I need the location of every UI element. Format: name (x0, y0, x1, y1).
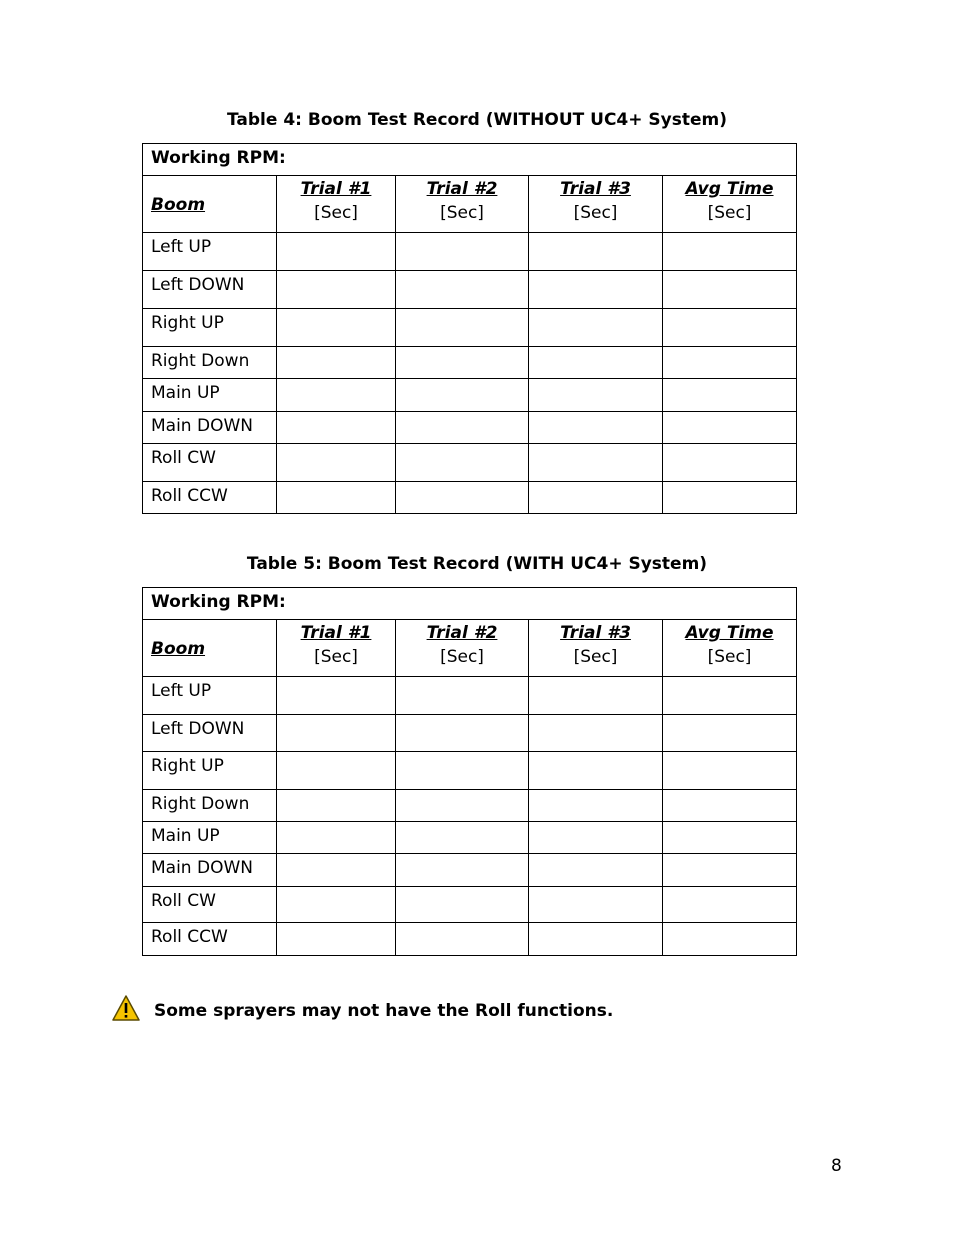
trial-3-cell (529, 854, 663, 887)
trial-2-cell (396, 715, 529, 752)
row-label: Roll CW (143, 887, 277, 923)
avg-time-cell (663, 444, 797, 482)
trial-3-cell (529, 412, 663, 444)
avg-time-cell (663, 715, 797, 752)
working-rpm-label: Working RPM: (143, 144, 797, 176)
trial-3-cell (529, 923, 663, 956)
roll-functions-note: Some sprayers may not have the Roll functions. (154, 1001, 614, 1021)
trial-2-cell (396, 482, 529, 514)
trial-2-cell (396, 887, 529, 923)
row-label: Right UP (143, 752, 277, 790)
avg-time-cell (663, 233, 797, 271)
trial-3-cell (529, 482, 663, 514)
trial-1-cell (277, 309, 396, 347)
avg-time-cell (663, 412, 797, 444)
trial-2-cell (396, 677, 529, 715)
header-boom: Boom (143, 620, 277, 677)
trial-2-cell (396, 854, 529, 887)
trial-2-cell (396, 412, 529, 444)
row-label: Right Down (143, 347, 277, 379)
row-label: Main DOWN (143, 412, 277, 444)
trial-2-cell (396, 271, 529, 309)
trial-3-cell (529, 752, 663, 790)
trial-1-cell (277, 271, 396, 309)
row-label: Roll CCW (143, 923, 277, 956)
trial-3-cell (529, 444, 663, 482)
avg-time-cell (663, 923, 797, 956)
trial-1-cell (277, 347, 396, 379)
trial-1-cell (277, 444, 396, 482)
row-label: Main UP (143, 379, 277, 412)
row-label: Roll CCW (143, 482, 277, 514)
trial-2-cell (396, 822, 529, 854)
trial-3-cell (529, 677, 663, 715)
header-avg-time: Avg Time [Sec] (663, 620, 797, 677)
trial-1-cell (277, 412, 396, 444)
trial-3-cell (529, 347, 663, 379)
working-rpm-label: Working RPM: (143, 588, 797, 620)
row-label: Roll CW (143, 444, 277, 482)
trial-3-cell (529, 790, 663, 822)
avg-time-cell (663, 790, 797, 822)
trial-1-cell (277, 752, 396, 790)
avg-time-cell (663, 854, 797, 887)
trial-3-cell (529, 271, 663, 309)
trial-3-cell (529, 822, 663, 854)
table5-caption: Table 5: Boom Test Record (WITH UC4+ System) (246, 554, 708, 574)
trial-2-cell (396, 923, 529, 956)
header-trial-3: Trial #3 [Sec] (529, 176, 663, 233)
trial-1-cell (277, 233, 396, 271)
avg-time-cell (663, 752, 797, 790)
header-trial-1: Trial #1 [Sec] (277, 176, 396, 233)
trial-1-cell (277, 482, 396, 514)
trial-1-cell (277, 677, 396, 715)
row-label: Left DOWN (143, 715, 277, 752)
row-label: Main UP (143, 822, 277, 854)
trial-2-cell (396, 790, 529, 822)
table5-boom-test-record (142, 587, 797, 956)
trial-1-cell (277, 854, 396, 887)
trial-2-cell (396, 379, 529, 412)
page-number: 8 (831, 1156, 842, 1176)
header-trial-3: Trial #3 [Sec] (529, 620, 663, 677)
header-avg-time: Avg Time [Sec] (663, 176, 797, 233)
header-trial-2: Trial #2 [Sec] (396, 176, 529, 233)
row-label: Right UP (143, 309, 277, 347)
table4-caption: Table 4: Boom Test Record (WITHOUT UC4+ System) (227, 110, 727, 130)
avg-time-cell (663, 822, 797, 854)
avg-time-cell (663, 309, 797, 347)
trial-2-cell (396, 309, 529, 347)
trial-2-cell (396, 233, 529, 271)
trial-2-cell (396, 347, 529, 379)
avg-time-cell (663, 379, 797, 412)
trial-1-cell (277, 822, 396, 854)
avg-time-cell (663, 347, 797, 379)
trial-1-cell (277, 887, 396, 923)
trial-3-cell (529, 887, 663, 923)
warning-icon (111, 994, 141, 1022)
avg-time-cell (663, 271, 797, 309)
trial-3-cell (529, 309, 663, 347)
row-label: Left UP (143, 233, 277, 271)
avg-time-cell (663, 677, 797, 715)
row-label: Right Down (143, 790, 277, 822)
row-label: Main DOWN (143, 854, 277, 887)
avg-time-cell (663, 887, 797, 923)
header-boom: Boom (143, 176, 277, 233)
row-label: Left UP (143, 677, 277, 715)
trial-3-cell (529, 233, 663, 271)
row-label: Left DOWN (143, 271, 277, 309)
trial-1-cell (277, 379, 396, 412)
table4-boom-test-record (142, 143, 797, 514)
trial-3-cell (529, 379, 663, 412)
trial-2-cell (396, 752, 529, 790)
trial-2-cell (396, 444, 529, 482)
trial-1-cell (277, 923, 396, 956)
trial-3-cell (529, 715, 663, 752)
trial-1-cell (277, 715, 396, 752)
header-trial-1: Trial #1 [Sec] (277, 620, 396, 677)
header-trial-2: Trial #2 [Sec] (396, 620, 529, 677)
trial-1-cell (277, 790, 396, 822)
avg-time-cell (663, 482, 797, 514)
